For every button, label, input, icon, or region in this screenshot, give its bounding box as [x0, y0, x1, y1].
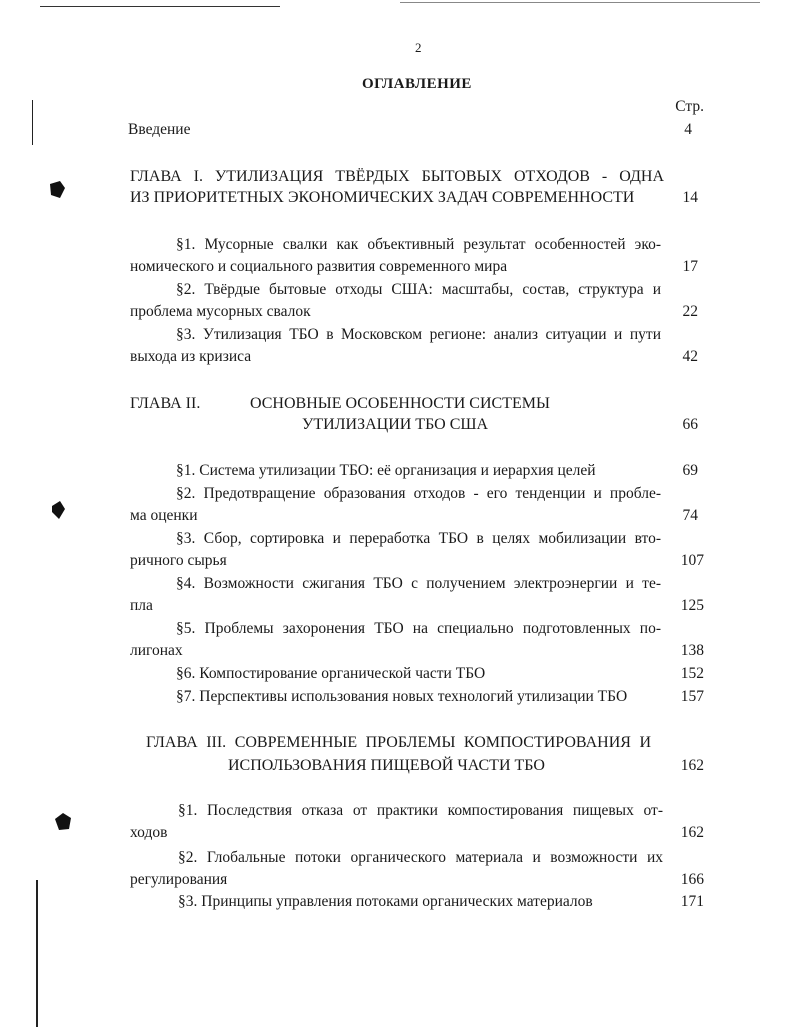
ch2-section-7-page: 157 — [680, 688, 704, 705]
scan-top-line-right — [400, 2, 760, 3]
ch3-section-2-line-2: регулирования — [130, 871, 228, 888]
ch2-section-6-page: 152 — [680, 665, 704, 682]
scan-left-edge-mark — [32, 100, 33, 145]
scan-left-edge-line — [36, 880, 38, 1027]
ch1-section-3-line-2: выхода из кризиса — [130, 348, 252, 365]
ch2-section-5-line-2: лигонах — [130, 642, 183, 659]
scan-top-line — [40, 6, 280, 7]
ch3-section-3-line-1: §3. Принципы управления потоками органических материалов — [178, 893, 593, 910]
ch2-section-5-line-1: §5. Проблемы захоронения ТБО на специально подготовленных по- — [176, 620, 661, 637]
punch-hole-mark-2 — [50, 500, 66, 520]
ch2-section-3-page: 107 — [680, 552, 704, 569]
chapter-3-page: 162 — [680, 757, 704, 774]
ch1-section-3-line-1: §3. Утилизация ТБО в Московском регионе: анализ ситуации и пути — [176, 326, 661, 343]
ch2-section-2-page: 74 — [682, 507, 698, 524]
chapter-3-title-line-2: ИСПОЛЬЗОВАНИЯ ПИЩЕВОЙ ЧАСТИ ТБО — [228, 757, 545, 774]
page-column-header: Стр. — [675, 98, 704, 115]
ch1-section-3-page: 42 — [682, 348, 698, 365]
ch2-section-4-line-1: §4. Возможности сжигания ТБО с получением электроэнергии и те- — [176, 575, 661, 592]
ch2-section-7-line-1: §7. Перспективы использования новых технологий утилизации ТБО — [176, 688, 628, 705]
ch1-section-2-line-1: §2. Твёрдые бытовые отходы США: масштабы, состав, структура и — [176, 281, 661, 298]
ch2-section-1-page: 69 — [682, 462, 698, 479]
punch-hole-mark-1 — [48, 180, 66, 200]
ch2-section-2-line-2: ма оценки — [130, 507, 198, 524]
ch3-section-1-line-1: §1. Последствия отказа от практики компостирования пищевых от- — [178, 802, 663, 819]
ch1-section-1-page: 17 — [682, 258, 698, 275]
chapter-1-page: 14 — [682, 189, 698, 206]
ch2-section-4-page: 125 — [680, 597, 704, 614]
chapter-2-title-line-1: ОСНОВНЫЕ ОСОБЕННОСТИ СИСТЕМЫ — [250, 395, 550, 412]
chapter-1-title-line-1: ГЛАВА I. УТИЛИЗАЦИЯ ТВЁРДЫХ БЫТОВЫХ ОТХОДОВ - ОДНА — [130, 168, 664, 185]
ch1-section-2-page: 22 — [682, 303, 698, 320]
ch3-section-2-page: 166 — [680, 871, 704, 888]
ch3-section-1-page: 162 — [680, 824, 704, 841]
ch3-section-3-page: 171 — [680, 893, 704, 910]
page-number: 2 — [415, 40, 422, 55]
ch1-section-2-line-2: проблема мусорных свалок — [130, 303, 311, 320]
ch2-section-3-line-2: ричного сырья — [130, 552, 227, 569]
chapter-2-page: 66 — [682, 416, 698, 433]
ch1-section-1-line-2: номического и социального развития современного мира — [130, 258, 508, 275]
toc-intro-page: 4 — [684, 121, 692, 138]
ch2-section-4-line-2: пла — [130, 597, 153, 614]
chapter-3-title-line-1: ГЛАВА III. СОВРЕМЕННЫЕ ПРОБЛЕМЫ КОМПОСТИРОВАНИЯ И — [146, 734, 651, 751]
ch2-section-5-page: 138 — [680, 642, 704, 659]
chapter-2-label: ГЛАВА II. — [130, 395, 201, 412]
ch3-section-2-line-1: §2. Глобальные потоки органического материала и возможности их — [178, 849, 663, 866]
ch3-section-1-line-2: ходов — [130, 824, 168, 841]
ch2-section-3-line-1: §3. Сбор, сортировка и переработка ТБО в целях мобилизации вто- — [176, 530, 661, 547]
ch2-section-2-line-1: §2. Предотвращение образования отходов - его тенденции и пробле- — [176, 485, 661, 502]
ch1-section-1-line-1: §1. Мусорные свалки как объективный результат особенностей эко- — [176, 236, 661, 253]
toc-intro-label: Введение — [128, 121, 191, 138]
ch2-section-6-line-1: §6. Компостирование органической части ТБО — [176, 665, 486, 682]
ch2-section-1-line-1: §1. Система утилизации ТБО: её организация и иерархия целей — [176, 462, 596, 479]
toc-title: ОГЛАВЛЕНИЕ — [362, 76, 472, 92]
chapter-1-title-line-2: ИЗ ПРИОРИТЕТНЫХ ЭКОНОМИЧЕСКИХ ЗАДАЧ СОВРЕМЕННОСТИ — [130, 189, 635, 206]
punch-hole-mark-3 — [54, 812, 72, 832]
chapter-2-title-line-2: УТИЛИЗАЦИИ ТБО США — [302, 416, 489, 433]
